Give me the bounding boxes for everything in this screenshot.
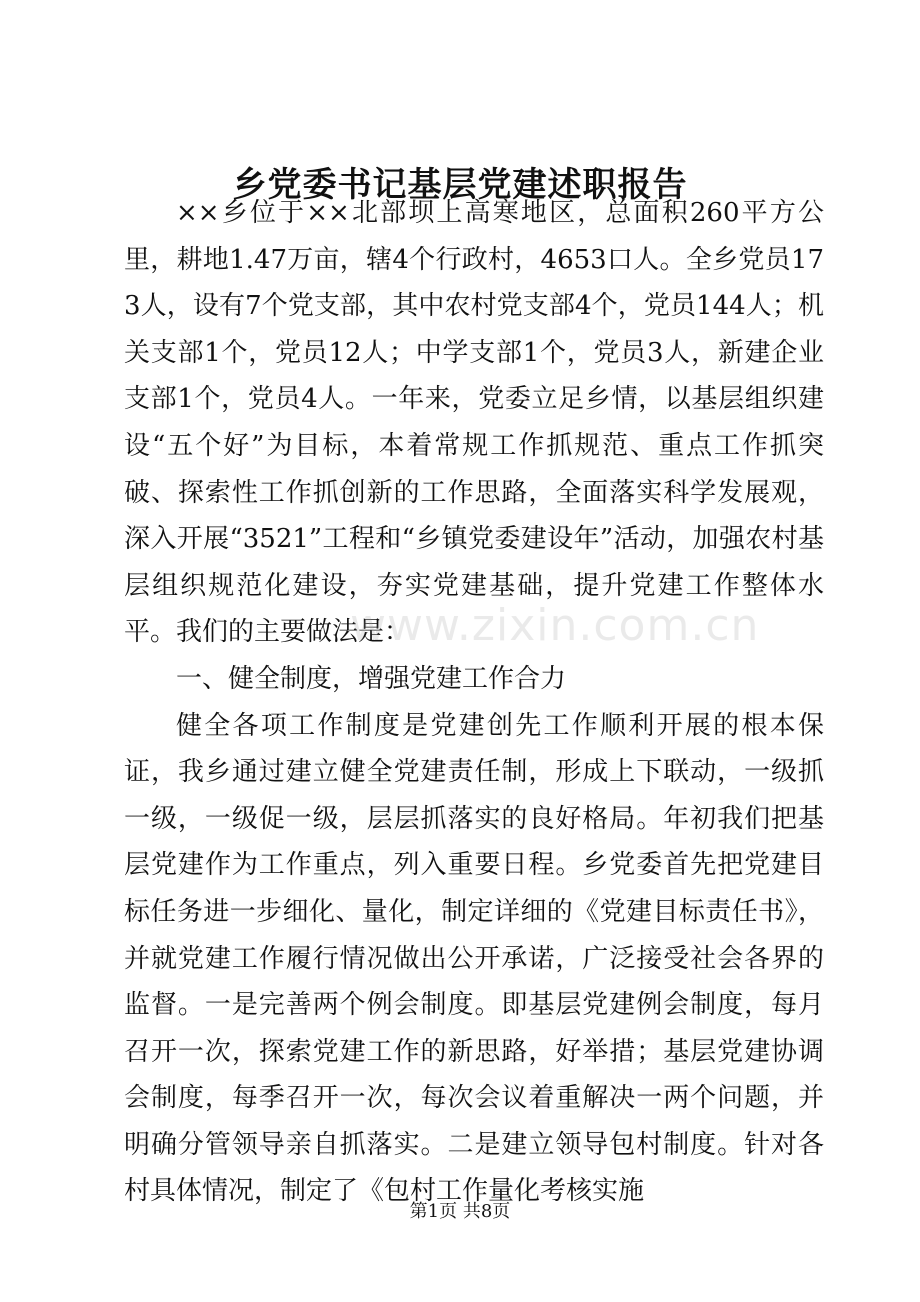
watermark: www.zixin.com.cn: [350, 600, 760, 651]
document-body: [124, 190, 824, 1215]
section-heading: 一、健全制度，增强党建工作合力: [176, 663, 567, 694]
intro-paragraph: ××乡位于××北部坝上高寒地区，总面积260平方公里，耕地1.47万亩，辖4个行政村，4653口人。全乡党员173人，设有7个党支部，其中农村党支部4个，党员144人；机关支部1个，党员12人；中学支部1个，党员3人，新建企业支部1个，党员4人。一年来，党委立足乡情，以基层组织建设“五个好”为目标，本着常规工作抓规范、重点工作抓突破、探索性工作抓创新的工作思路，全面落实科学发展观，深入开展“3521”工程和“乡镇党委建设年”活动，加强农村基层组织规范化建设，夯实党建基础，提升党建工作整体水平。我们的主要做法是：: [124, 198, 824, 648]
section-paragraph: 健全各项工作制度是党建创先工作顺利开展的根本保证，我乡通过建立健全党建责任制，形成上下联动，一级抓一级，一级促一级，层层抓落实的良好格局。年初我们把基层党建作为工作重点，列入重要日程。乡党委首先把党建目标任务进一步细化、量化，制定详细的《党建目标责任书》，并就党建工作履行情况做出公开承诺，广泛接受社会各界的监督。一是完善两个例会制度。即基层党建例会制度，每月召开一次，探索党建工作的新思路，好举措；基层党建协调会制度，每季召开一次，每次会议着重解决一两个问题，并明确分管领导亲自抓落实。二是建立领导包村制度。针对各村具体情况，制定了《包村工作量化考核实施: [124, 710, 824, 1207]
document-title: 乡党委书记基层党建述职报告: [232, 165, 688, 205]
page-footer: 第1页 共8页: [409, 1201, 511, 1222]
